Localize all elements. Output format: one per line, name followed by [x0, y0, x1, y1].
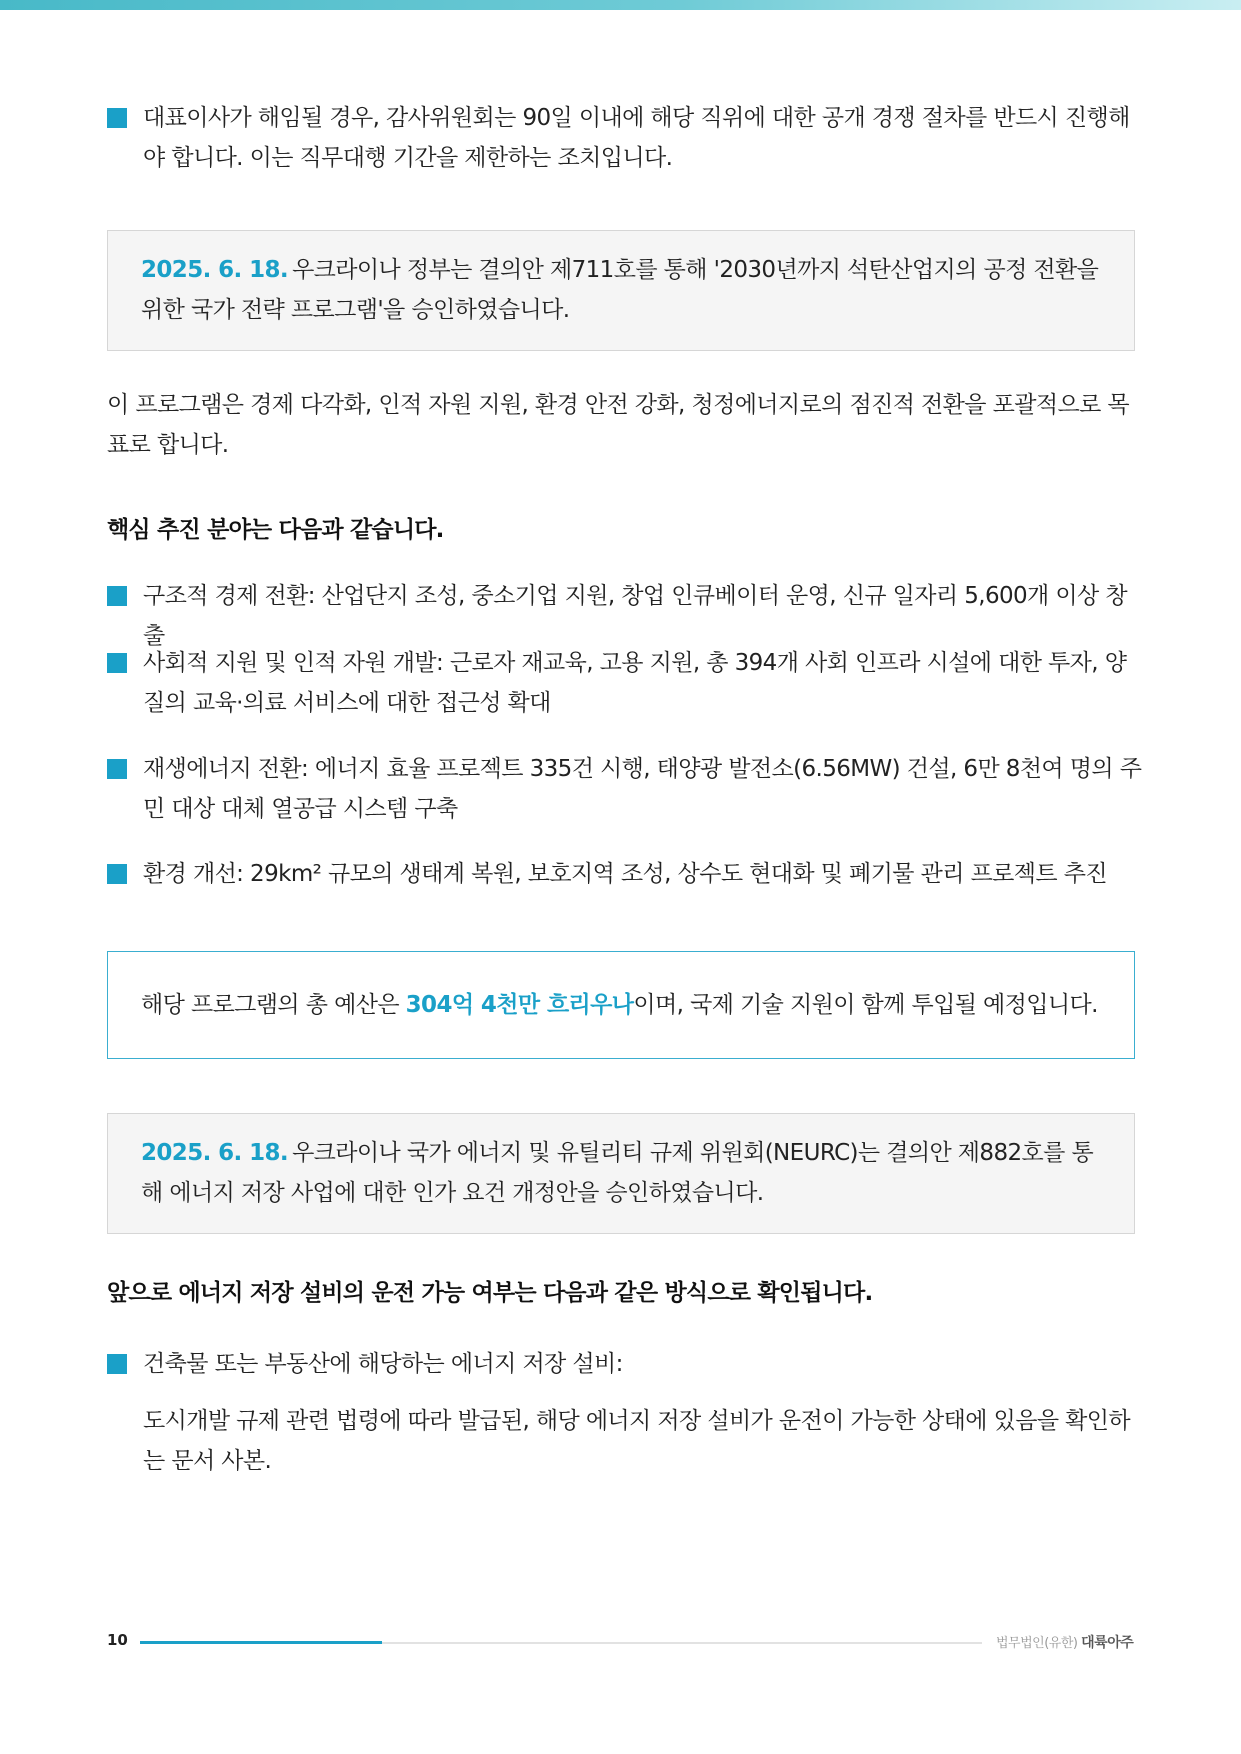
square-bullet-icon	[107, 108, 127, 128]
list-item-detail: 도시개발 규제 관련 법령에 따라 발급된, 해당 에너지 저장 설비가 운전이 가능한 상태에 있음을 확인하는 문서 사본.	[143, 1408, 1131, 1474]
notice-box	[107, 1113, 1135, 1234]
square-bullet-icon	[107, 586, 127, 606]
budget-text	[141, 985, 1101, 1025]
square-bullet-icon	[107, 864, 127, 884]
list-item-text: 구조적 경제 전환: 산업단지 조성, 중소기업 지원, 창업 인큐베이터 운영, 신규 일자리 5,600개 이상 창출	[143, 583, 1127, 649]
budget-suffix: 이며, 국제 기술 지원이 함께 투입될 예정입니다.	[633, 992, 1098, 1018]
section-heading: 앞으로 에너지 저장 설비의 운전 가능 여부는 다음과 같은 방식으로 확인됩니다.	[107, 1280, 873, 1306]
page-number: 10	[107, 1631, 128, 1649]
notice-body: 우크라이나 국가 에너지 및 유틸리티 규제 위원회(NEURC)는 결의안 제882호를 통해 에너지 저장 사업에 대한 인가 요건 개정안을 승인하였습니다.	[141, 1140, 1094, 1206]
square-bullet-icon	[107, 653, 127, 673]
firm-prefix: 법무법인(유한)	[996, 1636, 1078, 1651]
square-bullet-icon	[107, 1354, 127, 1374]
firm-name: 대륙아주	[1081, 1635, 1134, 1651]
list-item-text: 사회적 지원 및 인적 자원 개발: 근로자 재교육, 고용 지원, 총 394개 사회 인프라 시설에 대한 투자, 양질의 교육·의료 서비스에 대한 접근성 확대	[143, 650, 1127, 716]
list-item-text: 환경 개선: 29km² 규모의 생태계 복원, 보호지역 조성, 상수도 현대화 및 폐기물 관리 프로젝트 추진	[143, 861, 1107, 887]
top-accent-bar	[0, 0, 1241, 10]
section-heading: 핵심 추진 분야는 다음과 같습니다.	[107, 517, 444, 543]
budget-prefix: 해당 프로그램의 총 예산은	[141, 992, 406, 1018]
list-item-title: 건축물 또는 부동산에 해당하는 에너지 저장 설비:	[143, 1351, 623, 1377]
footer-divider-accent	[140, 1641, 382, 1644]
notice-box	[107, 230, 1135, 351]
notice-date: 2025. 6. 18.	[141, 257, 289, 283]
list-item-text: 재생에너지 전환: 에너지 효율 프로젝트 335건 시행, 태양광 발전소(6.56MW) 건설, 6만 8천여 명의 주민 대상 대체 열공급 시스템 구축	[143, 756, 1142, 822]
paragraph: 이 프로그램은 경제 다각화, 인적 자원 지원, 환경 안전 강화, 청정에너지로의 점진적 전환을 포괄적으로 목표로 합니다.	[107, 392, 1130, 458]
notice-date: 2025. 6. 18.	[141, 1140, 289, 1166]
notice-text	[141, 250, 1101, 330]
budget-box	[107, 951, 1135, 1059]
square-bullet-icon	[107, 759, 127, 779]
budget-amount: 304억 4천만 흐리우나	[405, 992, 634, 1018]
notice-body: 우크라이나 정부는 결의안 제711호를 통해 '2030년까지 석탄산업지의 공정 전환을 위한 국가 전략 프로그램'을 승인하였습니다.	[141, 257, 1099, 323]
list-item-text: 대표이사가 해임될 경우, 감사위원회는 90일 이내에 해당 직위에 대한 공개 경쟁 절차를 반드시 진행해야 합니다. 이는 직무대행 기간을 제한하는 조치입니다.	[143, 105, 1130, 171]
notice-text	[141, 1133, 1101, 1213]
firm-logo	[996, 1632, 1133, 1652]
